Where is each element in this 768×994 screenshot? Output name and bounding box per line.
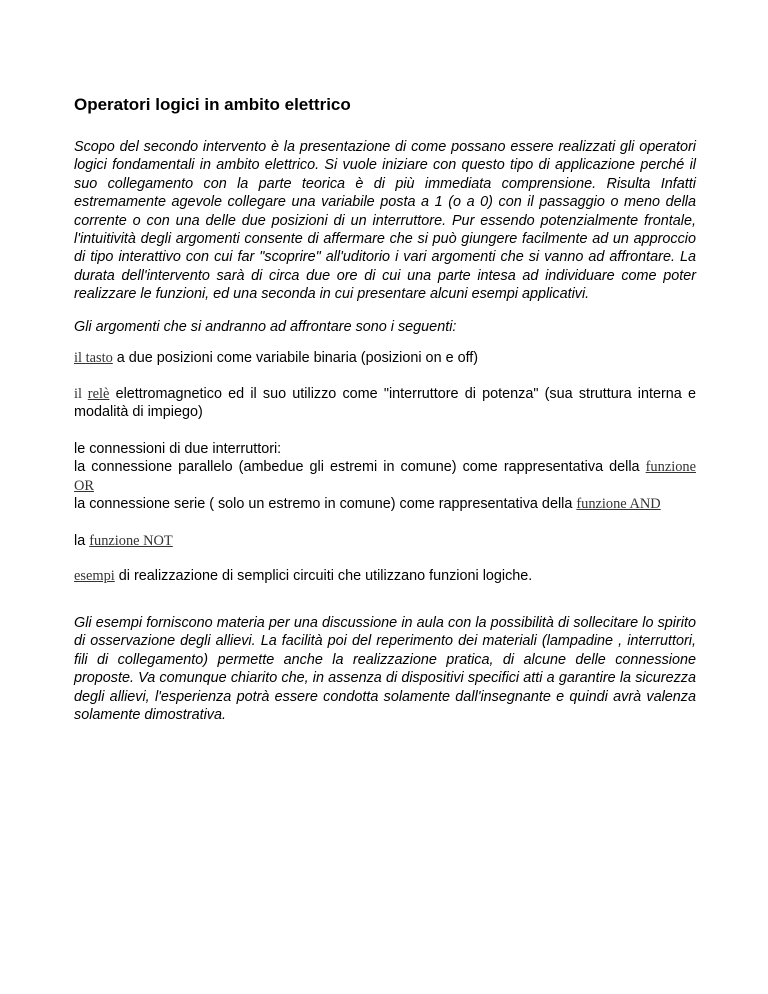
esempi-link[interactable]: esempi (74, 568, 115, 584)
topic-tasto (74, 349, 696, 367)
topic-rele (74, 385, 696, 422)
page-title: Operatori logici in ambito elettrico (74, 95, 351, 114)
topic-connessioni (74, 440, 696, 514)
connessioni-intro: le connessioni di due interruttori: (74, 441, 282, 457)
intro-paragraph: Scopo del secondo intervento è la presentazione di come possano essere realizzati gli operatori logici fondamentali in ambito elettrico. Si vuole iniziare con questo tipo di applicazione perché il suo collegamento con la parte teorica è di più immediata comprensione. Risulta Infatti estremamente agevole collegare una variabile posta a 1 (o a 0) con il passaggio o meno della corrente o con una delle due posizioni di un interruttore. Pur essendo potenzialmente frontale, l'intuitività degli argomenti consente di affermare che si può giungere facilmente ad un approccio di tipo interattivo con cui far "scoprire" all'uditorio i vari argomenti che si vanno ad affrontare. La durata dell'intervento sarà di circa due ore di cui una parte intesa ad individuare come poter realizzare le funzioni, ed una seconda in cui presentare alcuni esempi applicativi. (74, 139, 696, 303)
rele-link[interactable]: relè (87, 386, 110, 402)
not-pre: la (74, 533, 90, 549)
topic-esempi (74, 567, 696, 585)
connessioni-parallelo (74, 458, 696, 495)
topics-heading: Gli argomenti che si andranno ad affrontare sono i seguenti: (74, 319, 457, 335)
tasto-link[interactable]: tasto (85, 350, 113, 366)
connessioni-serie (74, 495, 696, 513)
or-link[interactable]: funzione OR (74, 459, 696, 494)
rele-text: elettromagnetico ed il suo utilizzo come "interruttore di potenza" (sua struttura interna e modalità di impiego) (74, 386, 696, 421)
tasto-text: a due posizioni come variabile binaria (posizioni on e off) (112, 350, 479, 366)
rele-pre: il (74, 386, 88, 402)
outro-paragraph: Gli esempi forniscono materia per una discussione in aula con la possibilità di sollecitare lo spirito di osservazione degli allievi. La facilità poi del reperimento dei materiali (lampadine , interruttori, fili di collegamento) permette anche la realizzazione pratica, di alcune delle connessione proposte. Va comunque chiarito che, in assenza di dispositivi specifici atti a garantire la sicurezza degli allievi, l'esperienza potrà essere condotta solamente dall'insegnante e quindi avrà valenza solamente dimostrativa. (74, 615, 696, 724)
and-link[interactable]: funzione AND (576, 496, 661, 513)
serie-text: la connessione serie ( solo un estremo in comune) come rappresentativa della (74, 496, 577, 513)
tasto-pre: il (74, 350, 86, 366)
esempi-text: di realizzazione di semplici circuiti che utilizzano funzioni logiche. (114, 568, 533, 584)
topic-not (74, 532, 696, 550)
parallelo-text: la connessione parallelo (ambedue gli estremi in comune) come rappresentativa della (74, 459, 646, 476)
not-link[interactable]: funzione NOT (89, 533, 173, 549)
